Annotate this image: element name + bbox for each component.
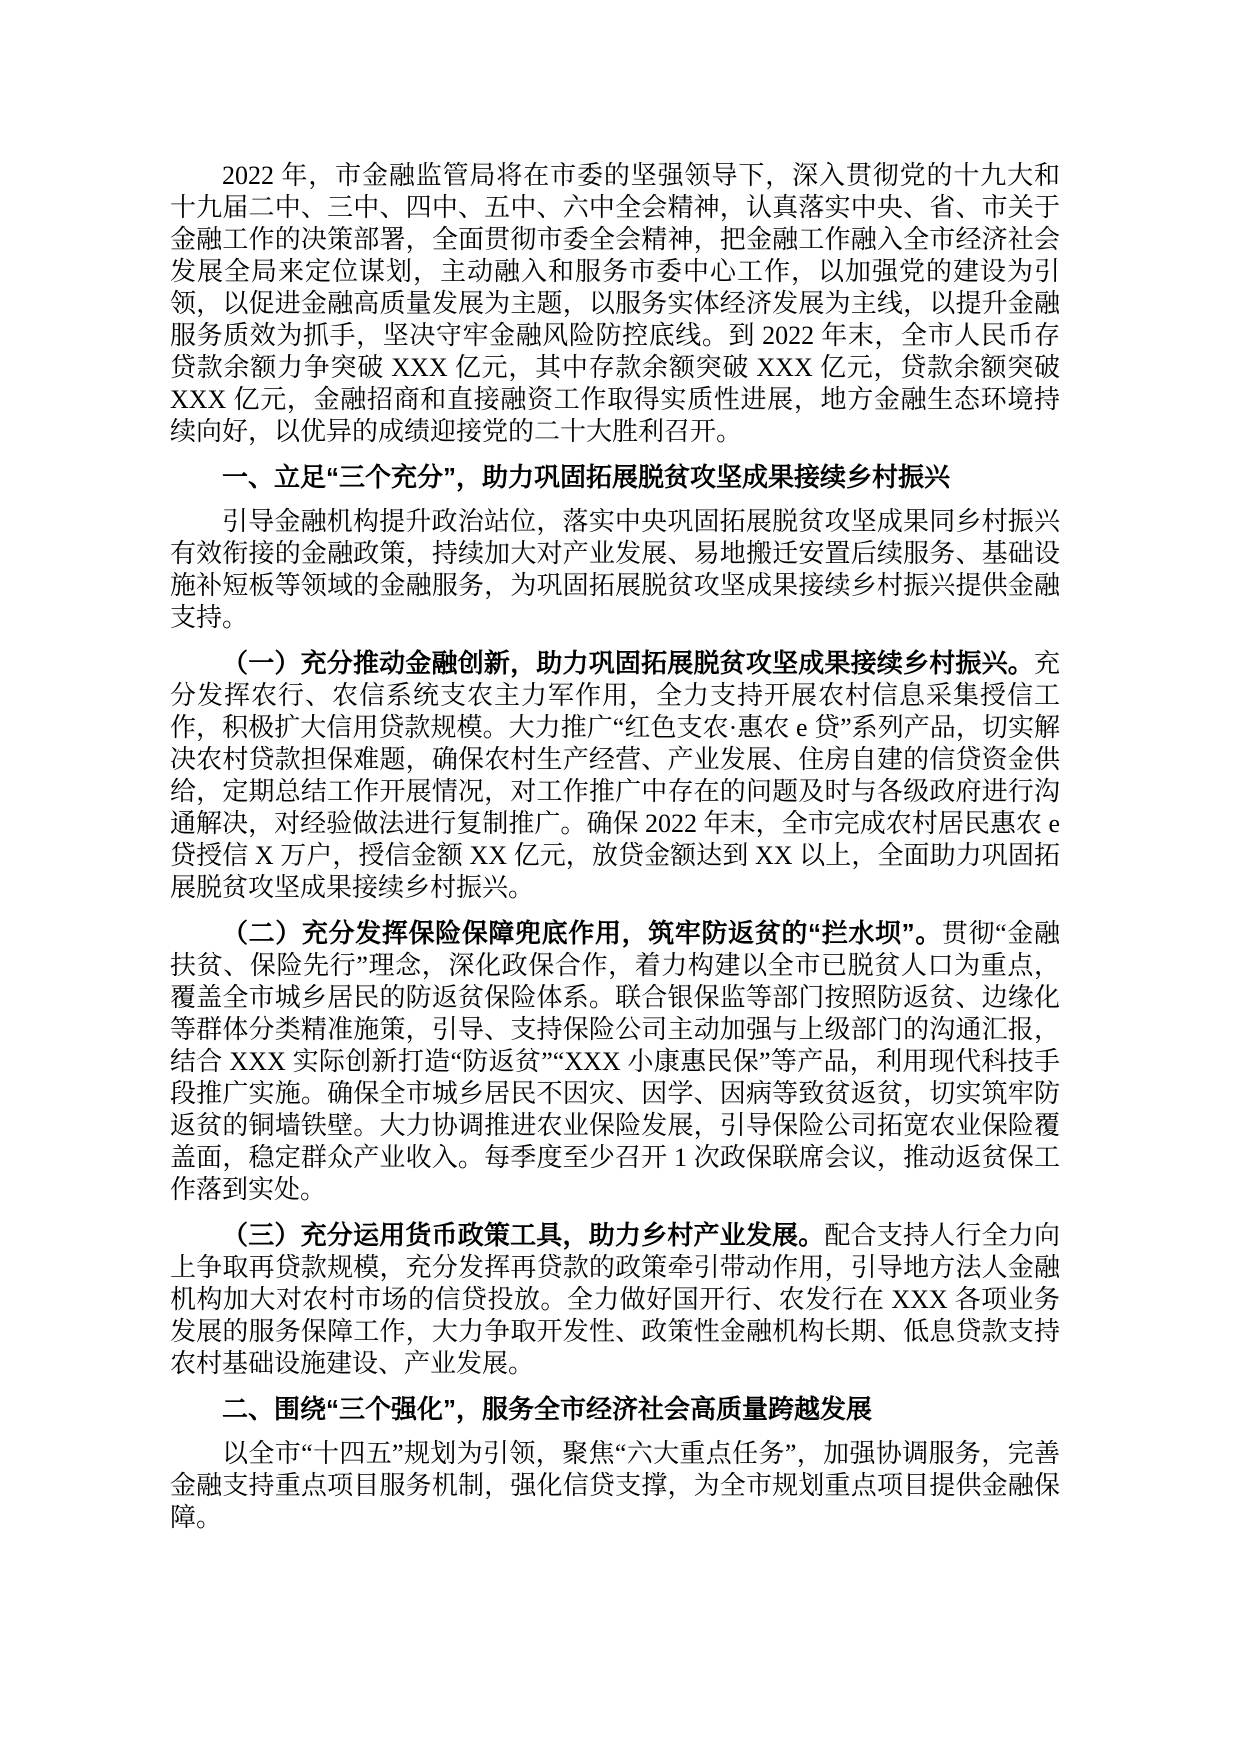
- paragraph-section2-intro: [170, 1438, 1060, 1534]
- paragraph-text: 配合支持人行全力向上争取再贷款规模，充分发挥再贷款的政策牵引带动作用，引导地方法人金融机构加大对农村市场的信贷投放。全力做好国开行、农发行在 XXX 各项业务发展的服务保障工作，大力争取开发性、政策性金融机构长期、低息贷款支持农村基础设施建设、产业发展。: [170, 1221, 1060, 1378]
- paragraph-text: 贯彻“金融扶贫、保险先行”理念，深化政保合作，着力构建以全市已脱贫人口为重点，覆盖全市城乡居民的防返贫保险体系。联合银保监等部门按照防返贫、边缘化等群体分类精准施策，引导、支持保险公司主动加强与上级部门的沟通汇报，结合 XXX 实际创新打造“防返贫”“XXX 小康惠民保”等产品，利用现代科技手段推广实施。确保全市城乡居民不因灾、因学、因病等致贫返贫，切实筑牢防返贫的铜墙铁壁。大力协调推进农业保险发展，引导保险公司拓宽农业保险覆盖面，稳定群众产业收入。每季度至少召开 1 次政保联席会议，推动返贫保工作落到实处。: [170, 919, 1060, 1204]
- run-in-heading-3: （三）充分运用货币政策工具，助力乡村产业发展。: [222, 1220, 825, 1250]
- paragraph-section1-intro: [170, 506, 1060, 634]
- paragraph-item-3: [170, 1219, 1060, 1380]
- document-body: [170, 147, 1060, 1547]
- run-in-heading-2: （二）充分发挥保险保障兜底作用，筑牢防返贫的“拦水坝”。: [222, 918, 942, 948]
- section-heading-1: 一、立足“三个充分”，助力巩固拓展脱贫攻坚成果接续乡村振兴: [222, 462, 951, 492]
- paragraph-text: 引导金融机构提升政治站位，落实中央巩固拓展脱贫攻坚成果同乡村振兴有效衔接的金融政策，持续加大对产业发展、易地搬迁安置后续服务、基础设施补短板等领域的金融服务，为巩固拓展脱贫攻坚成果接续乡村振兴提供金融支持。: [170, 507, 1060, 632]
- paragraph-text: 2022 年，市金融监管局将在市委的坚强领导下，深入贯彻党的十九大和十九届二中、三中、四中、五中、六中全会精神，认真落实中央、省、市关于金融工作的决策部署，全面贯彻市委全会精神，把金融工作融入全市经济社会发展全局来定位谋划，主动融入和服务市委中心工作，以加强党的建设为引领，以促进金融高质量发展为主题，以服务实体经济发展为主线，以提升金融服务质效为抓手，坚决守牢金融风险防控底线。到 2022 年末，全市人民币存贷款余额力争突破 XXX 亿元，其中存款余额突破 XXX 亿元，贷款余额突破 XXX 亿元，金融招商和直接融资工作取得实质性进展，地方金融生态环境持续向好，以优异的成绩迎接党的二十大胜利召开。: [170, 161, 1060, 446]
- paragraph-item-1: [170, 647, 1060, 904]
- paragraph-text: 以全市“十四五”规划为引领，聚焦“六大重点任务”，加强协调服务，完善金融支持重点项目服务机制，强化信贷支撑，为全市规划重点项目提供金融保障。: [170, 1439, 1060, 1532]
- paragraph-item-2: [170, 917, 1060, 1206]
- section-heading-2: 二、围绕“三个强化”，服务全市经济社会高质量跨越发展: [222, 1394, 873, 1424]
- paragraph-text: 充分发挥农行、农信系统支农主力军作用，全力支持开展农村信息采集授信工作，积极扩大信用贷款规模。大力推广“红色支农·惠农 e 贷”系列产品，切实解决农村贷款担保难题，确保农村生产经营、产业发展、住房自建的信贷资金供给，定期总结工作开展情况，对工作推广中存在的问题及时与各级政府进行沟通解决，对经验做法进行复制推广。确保 2022 年末，全市完成农村居民惠农 e 贷授信 X 万户，授信金额 XX 亿元，放贷金额达到 XX 以上，全面助力巩固拓展脱贫攻坚成果接续乡村振兴。: [170, 649, 1060, 902]
- paragraph-intro: [170, 160, 1060, 448]
- run-in-heading-1: （一）充分推动金融创新，助力巩固拓展脱贫攻坚成果接续乡村振兴。: [222, 648, 1034, 678]
